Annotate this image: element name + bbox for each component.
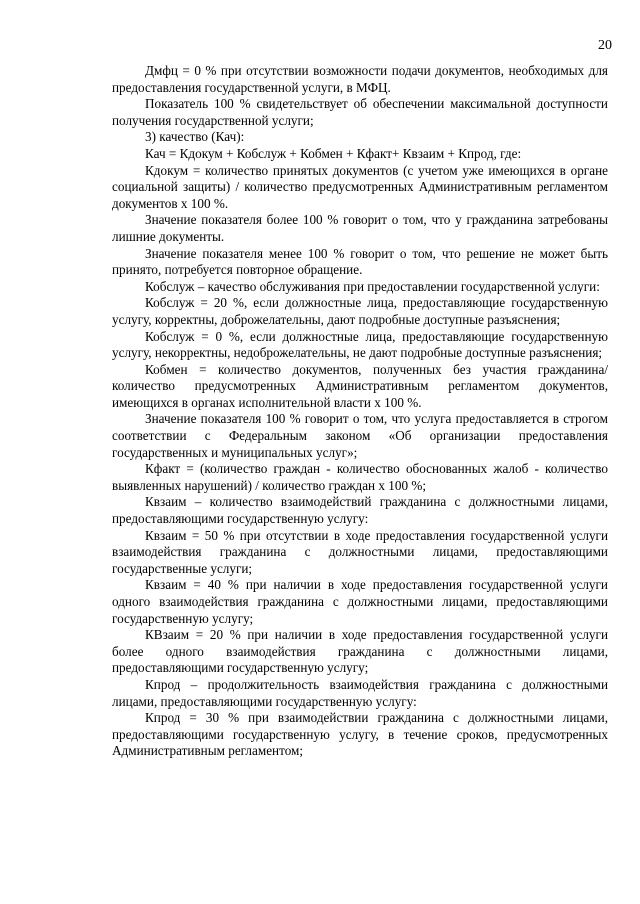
paragraph: Кобслуж = 0 %, если должностные лица, предоставляющие государственную услугу, некорректны, недоброжелательны, не дают подробные доступные разъяснения; [112, 328, 608, 361]
paragraph: Кач = Кдокум + Кобслуж + Кобмен + Кфакт+ Квзаим + Кпрод, где: [145, 145, 522, 161]
paragraph: Дмфц = 0 % при отсутствии возможности подачи документов, необходимых для предоставления государственной услуги, в МФЦ. [112, 63, 608, 95]
paragraph: Значение показателя 100 % говорит о том, что услуга предоставляется в строгом соответствии с Федеральным законом «Об организации предоставления государственных и муниципальных услуг»; [112, 411, 608, 460]
paragraph: Квзаим – количество взаимодействий гражданина с должностными лицами, предоставляющими государственную услугу: [112, 494, 608, 527]
paragraph: Кобслуж = 20 %, если должностные лица, предоставляющие государственную услугу, корректны, доброжелательны, дают подробные доступные разъяснения; [112, 295, 608, 327]
paragraph: Кдокум = количество принятых документов (с учетом уже имеющихся в органе социальной защиты) / количество предусмотренных Административным регламентом документов х 100 %. [112, 162, 608, 211]
paragraph: Кпрод – продолжительность взаимодействия гражданина с должностными лицами, предоставляющими государственную услугу: [112, 676, 608, 709]
paragraph: Кфакт = (количество граждан - количество обоснованных жалоб - количество выявленных нарушений) / количество граждан х 100 %; [112, 461, 608, 493]
paragraph: Кобмен = количество документов, полученных без участия гражданина/ количество предусмотренных Административным регламентом документов, имеющихся в органах исполнительной власти х 100 %. [112, 361, 608, 410]
paragraph: 3) качество (Кач): [145, 129, 245, 145]
paragraph: Квзаим = 50 % при отсутствии в ходе предоставления государственной услуги взаимодействия гражданина с должностными лицами, предоставляющими государственные услуги; [112, 527, 608, 576]
paragraph: Квзаим = 40 % при наличии в ходе предоставления государственной услуги одного взаимодействия гражданина с должностными лицами, предоставляющими государственную услугу; [112, 577, 608, 626]
paragraph: Значение показателя более 100 % говорит о том, что у гражданина затребованы лишние документы. [112, 212, 608, 244]
paragraph: КВзаим = 20 % при наличии в ходе предоставления государственной услуги более одного взаимодействия гражданина с должностными лицами, предоставляющими государственную услугу; [112, 627, 608, 676]
paragraph: Кобслуж – качество обслуживания при предоставлении государственной услуги: [145, 278, 600, 294]
paragraph: Кпрод = 30 % при взаимодействии гражданина с должностными лицами, предоставляющими государственную услугу, в течение сроков, предусмотренных Административным регламентом; [112, 710, 608, 759]
paragraph: Значение показателя менее 100 % говорит о том, что решение не может быть принято, потребуется повторное обращение. [112, 245, 608, 278]
page-number: 20 [598, 38, 612, 53]
paragraph: Показатель 100 % свидетельствует об обеспечении максимальной доступности получения государственной услуги; [112, 96, 608, 128]
document-body [112, 63, 608, 760]
